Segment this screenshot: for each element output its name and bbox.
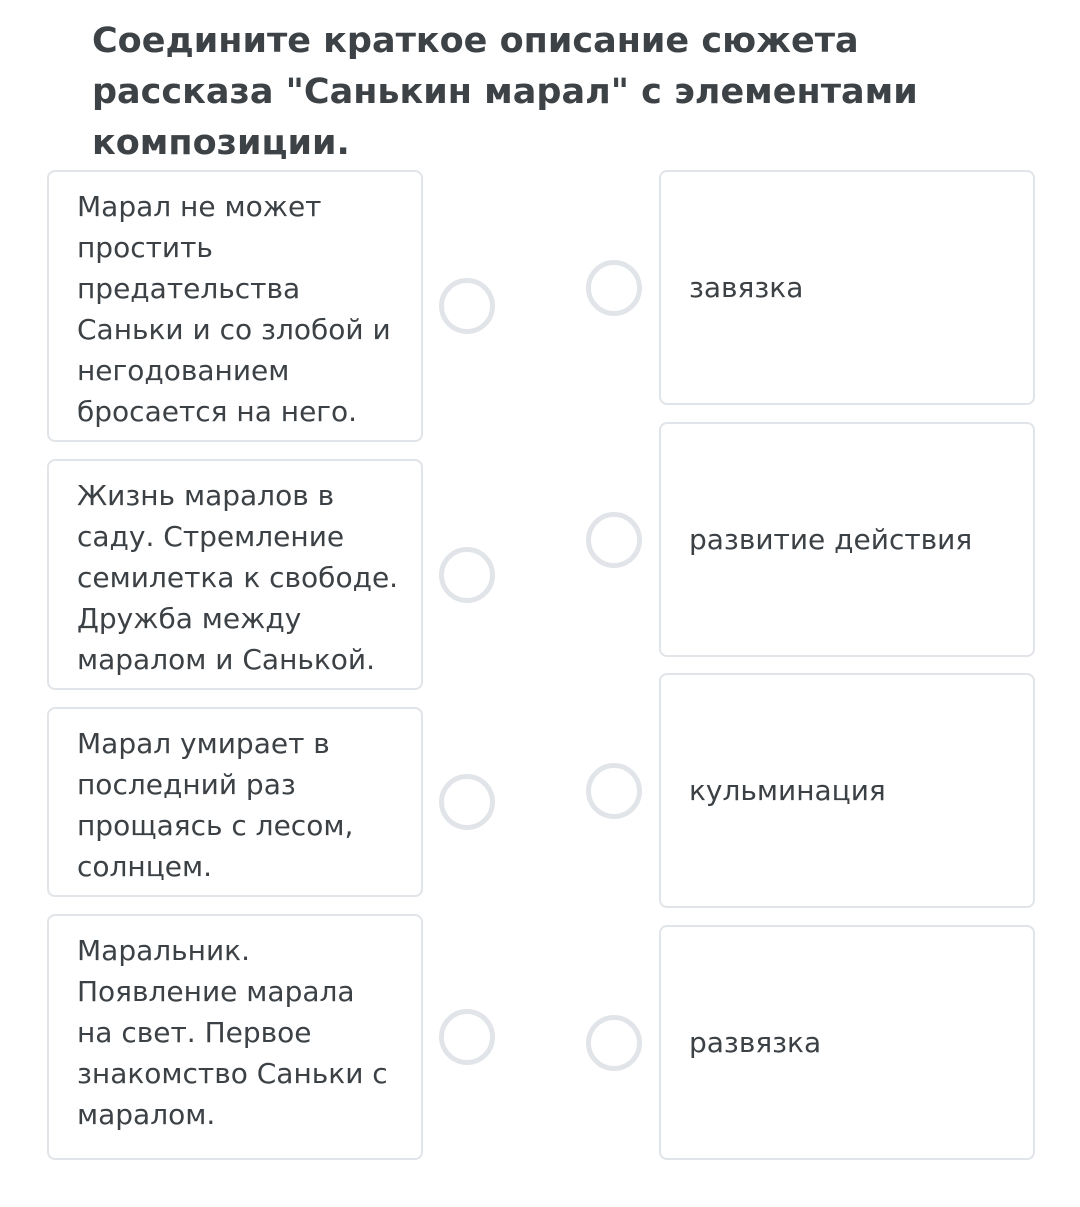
left-connector-4[interactable]	[439, 1009, 495, 1065]
left-card-3[interactable]	[47, 707, 423, 897]
left-connector-1[interactable]	[439, 278, 495, 334]
right-card-text: развязка	[689, 1026, 822, 1059]
right-card-2[interactable]	[659, 422, 1035, 657]
right-connector-2[interactable]	[586, 512, 642, 568]
left-card-text: Маральник. Появление марала на свет. Первое знакомство Саньки с маралом.	[77, 934, 388, 1131]
left-card-2[interactable]	[47, 459, 423, 690]
left-connector-2[interactable]	[439, 547, 495, 603]
right-card-1[interactable]	[659, 170, 1035, 405]
right-connector-1[interactable]	[586, 260, 642, 316]
question-heading: Соедините краткое описание сюжета рассказа "Санькин марал" с элементами композиции.	[92, 21, 918, 163]
left-card-1[interactable]	[47, 170, 423, 442]
right-card-text: развитие действия	[689, 523, 973, 556]
right-card-3[interactable]	[659, 673, 1035, 908]
left-connector-3[interactable]	[439, 774, 495, 830]
right-connector-3[interactable]	[586, 763, 642, 819]
left-card-text: Марал не может простить предательства Саньки и со злобой и негодованием бросается на него.	[77, 190, 391, 428]
right-card-text: кульминация	[689, 774, 886, 807]
right-connector-4[interactable]	[586, 1015, 642, 1071]
right-card-4[interactable]	[659, 925, 1035, 1160]
left-card-4[interactable]	[47, 914, 423, 1160]
left-card-text: Марал умирает в последний раз прощаясь с лесом, солнцем.	[77, 727, 354, 883]
right-card-text: завязка	[689, 271, 804, 304]
left-card-text: Жизнь маралов в саду. Стремление семилетка к свободе. Дружба между маралом и Санькой.	[77, 479, 399, 676]
